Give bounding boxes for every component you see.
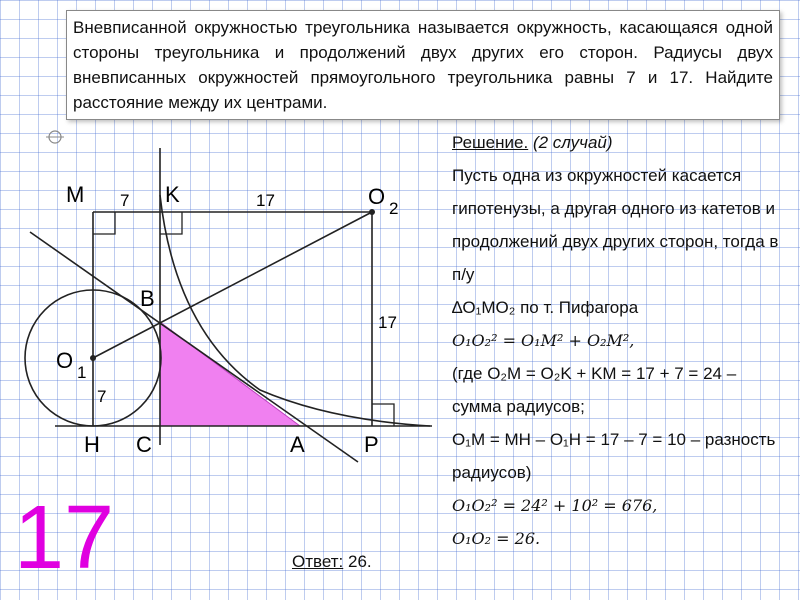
answer-label: Ответ:	[292, 552, 344, 571]
solution-line-1: Пусть одна из окружностей касается гипотенузы, а другая одного из катетов и продолжений двух других сторон, тогда в п/у	[452, 166, 779, 284]
right-angle-m	[93, 212, 115, 234]
answer-value: 26.	[347, 552, 372, 571]
label-b: B	[140, 286, 155, 311]
solution-line-4: O₁M = MH – O₁H = 17 – 7 = 10 – разность радиусов)	[452, 430, 776, 482]
answer-block	[292, 550, 372, 574]
label-o1-sub: 1	[77, 363, 87, 382]
point-o2	[369, 209, 375, 215]
solution-formula-2: O₁O₂² = 24² + 10² = 676,	[452, 496, 658, 515]
slide-number: 17	[14, 488, 115, 588]
label-a: A	[290, 432, 305, 457]
label-o1: O	[56, 348, 74, 373]
label-h: H	[84, 432, 100, 457]
solution-formula-3: O₁O₂ = 26.	[452, 529, 541, 548]
point-o1	[90, 355, 96, 361]
segment-o1o2	[93, 212, 372, 358]
label-mk-value: 7	[120, 191, 130, 210]
solution-formula-1: O₁O₂² = O₁M² + O₂M²,	[452, 331, 635, 350]
solution-line-2: ∆O₁MO₂ по т. Пифагора	[452, 298, 639, 317]
solution-block	[452, 126, 782, 555]
solution-heading: Решение.	[452, 133, 529, 152]
solution-line-3: (где O₂M = O₂K + KM = 17 + 7 = 24 – сумма радиусов;	[452, 364, 737, 416]
margin-target-icon	[46, 131, 64, 143]
label-c: C	[136, 432, 152, 457]
label-p: P	[364, 432, 379, 457]
line-ba	[30, 232, 358, 462]
problem-statement: Вневписанной окружностью треугольника называется окружность, касающаяся одной стороны треугольника и продолжений двух других его сторон. Радиусы двух вневписанных окружностей прямоугольного треугольника равны 7 и 17. Найдите расстояние между их центрами.	[66, 10, 780, 120]
label-k: K	[165, 182, 180, 207]
label-ko2-value: 17	[256, 191, 275, 210]
solution-case: (2 случай)	[532, 133, 613, 152]
label-m: M	[66, 182, 85, 207]
label-o2: O	[368, 184, 386, 209]
label-o2p-value: 17	[378, 313, 397, 332]
label-o2-sub: 2	[389, 199, 399, 218]
label-o1h-value: 7	[97, 387, 107, 406]
